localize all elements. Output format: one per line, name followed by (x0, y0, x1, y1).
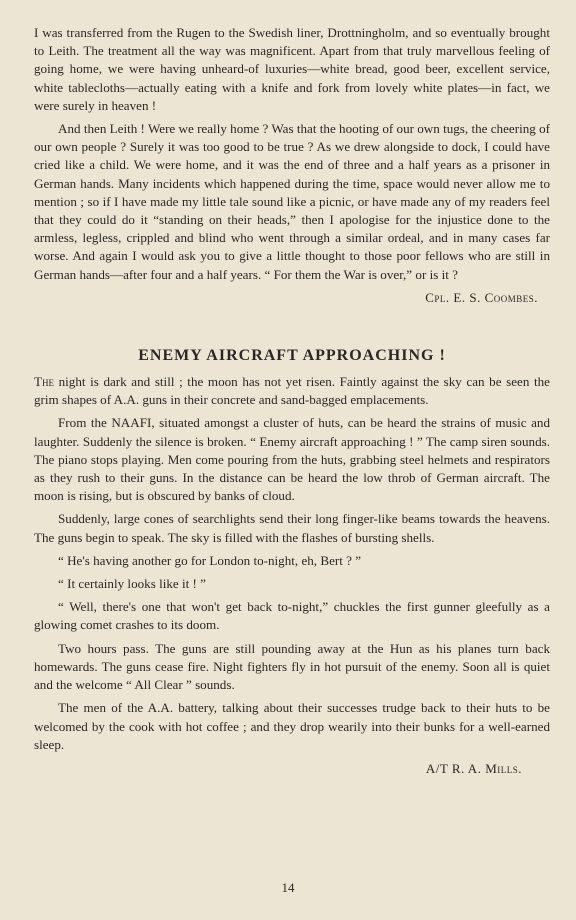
paragraph (34, 373, 550, 409)
author-signature: A/T R. A. Mills. (425, 760, 522, 776)
dialogue-line: “ He's having another go for London to-night, eh, Bert ? ” (58, 552, 362, 568)
lead-word: The (34, 374, 54, 390)
paragraph: The men of the A.A. battery, talking about their successes trudge back to their huts to be welcomed by the cook with hot coffee ; and they drop wearily into their bunks for a well-earned sleep. (34, 700, 550, 752)
dialogue-line: “ Well, there's one that won't get back to-night,” chuckles the first gunner gleefully as a glowing comet crashes to its doom. (34, 599, 550, 633)
paragraph: And then Leith ! Were we really home ? Was that the hooting of our own tugs, the cheering of our own people ? Surely it was too good to be true ? As we drew alongside to dock, I could have cried like a child. We were home, and it was the end of three and a half years as a prisoner in German hands. Many incidents which happened during the time, space would never allow me to mention ; so if I have made my little tale sound like a picnic, or have made any of my readers feel that they could do it “standing on their heads,” then I apologise for the injustice done to the armless, legless, crippled and blind who went through a similar ordeal, and in many cases far worse. And again I would ask you to give a little thought to those poor fellows who are still in German hands—after four and a half years. “ For them the War is over,” or is it ? (34, 121, 550, 282)
paragraph: I was transferred from the Rugen to the Swedish liner, Drottningholm, and so eventually brought to Leith. The treatment all the way was magnificent. Apart from that truly marvellous feeling of going home, we were having unheard-of luxuries—white bread, good beer, excellent service, white tablecloths—actually eating with a knife and fork from lovely white plates—in fact, we were surely in heaven ! (34, 25, 550, 113)
dialogue-line: “ It certainly looks like it ! ” (58, 576, 206, 592)
paragraph: From the NAAFI, situated amongst a cluster of huts, can be heard the strains of music and laughter. Suddenly the silence is broken. “ Enemy aircraft approaching ! ” The camp siren sounds. The piano stops playing. Men come pouring from the huts, grabbing steel helmets and respirators as they rush to their guns. In the distance can be heard the low throb of German aircraft. The moon is rising, but is obscured by banks of cloud. (34, 415, 550, 504)
article-enemy-aircraft (34, 347, 550, 778)
paragraph: Suddenly, large cones of searchlights send their long finger-like beams towards the heavens. The guns begin to speak. The sky is filled with the flashes of bursting shells. (34, 511, 550, 545)
paragraph-text: night is dark and still ; the moon has not yet risen. Faintly against the sky can be seen the grim shapes of A.A. guns in their concrete and sand-bagged emplacements. (34, 374, 550, 408)
author-signature: Cpl. E. S. Coombes. (425, 289, 538, 305)
article-pow-memoir (34, 24, 550, 307)
paragraph: Two hours pass. The guns are still pounding away at the Hun as his planes turn back homewards. The guns cease fire. Night fighters fly in hot pursuit of the enemy. Soon all is quiet and the welcome “ All Clear ” sounds. (34, 640, 550, 693)
page-number: 14 (281, 880, 295, 895)
article-title: ENEMY AIRCRAFT APPROACHING ! (138, 347, 446, 365)
